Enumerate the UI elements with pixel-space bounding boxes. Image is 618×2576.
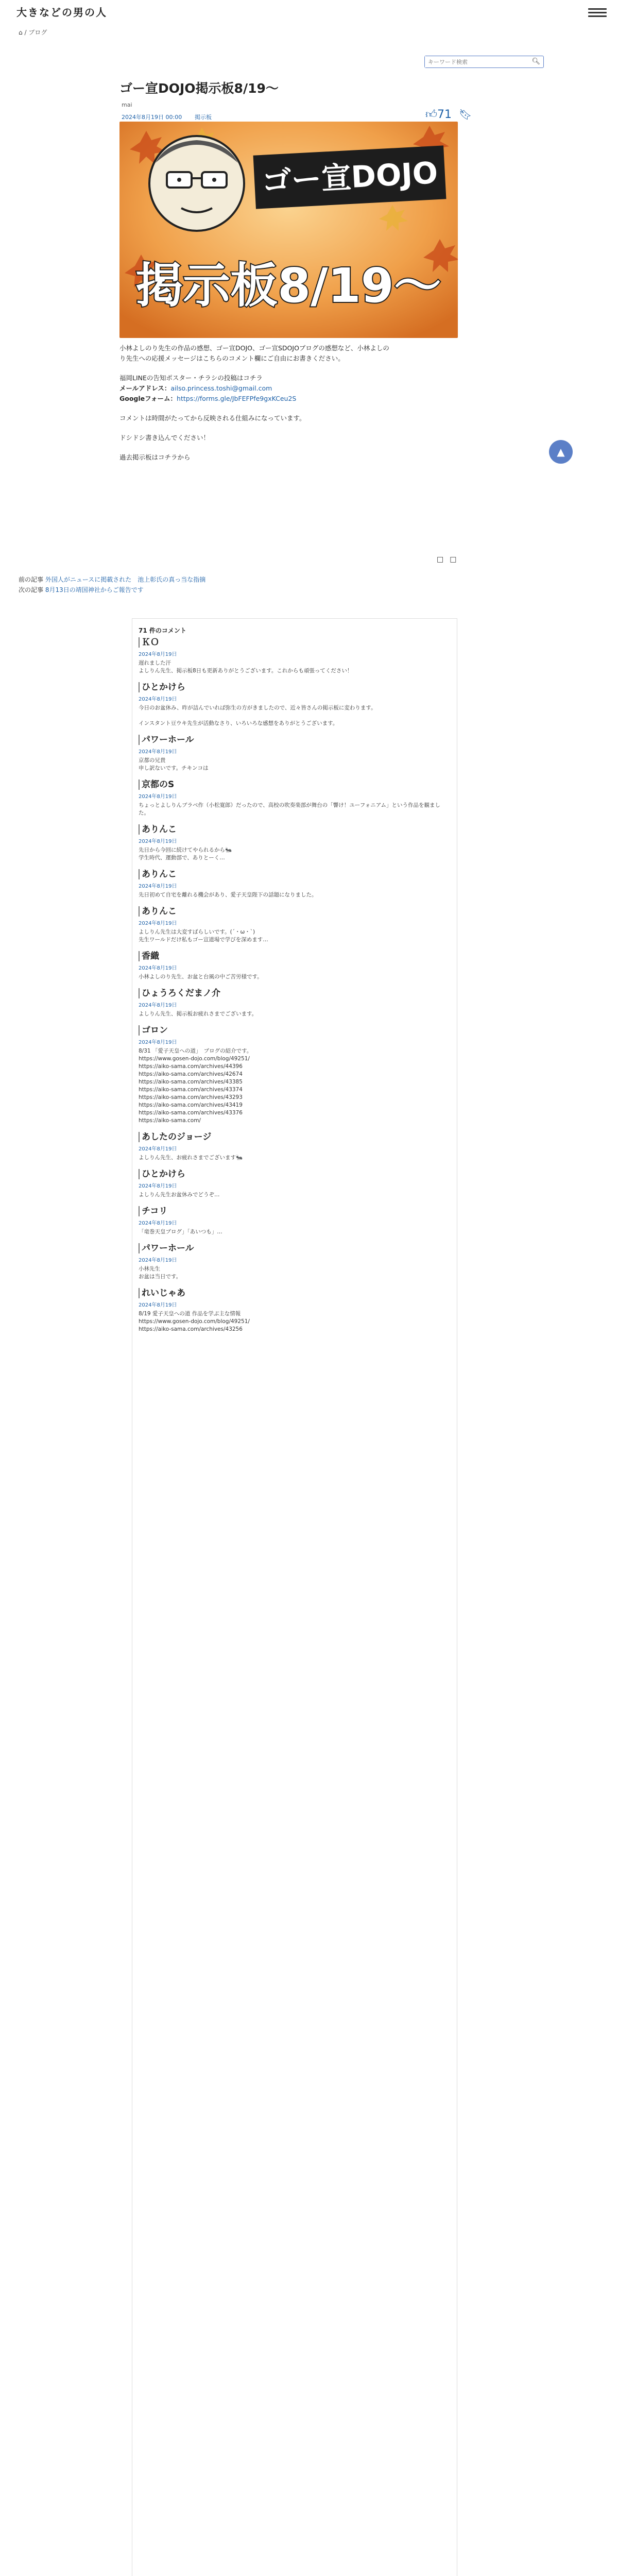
hero-image (119, 122, 458, 338)
breadcrumb (19, 28, 47, 37)
comment-author[interactable]: ひょうろくだまノ介 (139, 988, 450, 998)
comment-item (139, 779, 450, 817)
comment-date: 2024年8月19日 (139, 1183, 177, 1189)
comment-author[interactable]: ひとかけら (139, 1169, 450, 1179)
caricature-face (149, 136, 244, 231)
comment-item (139, 1206, 450, 1236)
mail-line (119, 383, 272, 393)
google-form-link[interactable]: https://forms.gle/JbFEFPfe9gxKCeu2S (177, 395, 297, 402)
comment-author[interactable]: ありんこ (139, 906, 450, 917)
comment-item (139, 1025, 450, 1125)
comment-date: 2024年8月19日 (139, 1302, 177, 1308)
mail-label: メールアドレス： (119, 384, 171, 392)
comment-list (139, 637, 450, 1341)
comment-author[interactable]: チコリ (139, 1206, 450, 1216)
comment-date: 2024年8月19日 (139, 1221, 177, 1226)
comment-date: 2024年8月19日 (139, 1146, 177, 1152)
comment-body: 8/31 「愛子天皇への道」 ブログの紹介です。 https://www.gosen-dojo.com/blog/49251/ https://aiko-sama.com/archives/44396 https://aiko-sama.com/archives/42674 https://aiko-sama.com/archives/43385 https://aiko-sama.com/archives/43374 https://aiko-sama.com/archives/43293 https://aiko-sama.com/archives/43419 https://aiko-sama.com/archives/43376 https://aiko-sama.com/ (139, 1048, 252, 1124)
comment-author[interactable]: ありんこ (139, 869, 450, 879)
form-label: Googleフォーム： (119, 395, 177, 402)
post-date: 2024年8月19日 00:00 (122, 114, 182, 121)
like-count: 71 (437, 108, 452, 121)
body-line: ドシドシ書き込んでください！ (119, 434, 210, 442)
arrow-up-icon: ▲ (557, 446, 565, 458)
comment-author[interactable]: れいじゃあ (139, 1288, 450, 1298)
comment-date: 2024年8月19日 (139, 749, 177, 755)
comment-date: 2024年8月19日 (139, 794, 177, 800)
mail-link[interactable]: ailso.princess.toshi@gmail.com (170, 384, 272, 392)
comment-author[interactable]: 香織 (139, 951, 450, 961)
body-line: り先生への応援メッセージはこちらのコメント欄にご自由にお書きください。 (119, 354, 345, 362)
scroll-to-top-button[interactable] (549, 440, 573, 464)
comments-section (132, 618, 457, 2576)
comment-author[interactable]: パワーホール (139, 1243, 450, 1253)
comment-item (139, 988, 450, 1018)
share-icon[interactable]: □ (437, 555, 450, 564)
comment-item (139, 906, 450, 944)
breadcrumb-current[interactable]: ブログ (28, 29, 47, 36)
body-line: 福岡LINEの告知ポスター・チラシの投稿はコチラ (119, 374, 263, 382)
comment-body: 先日から今回に続けてやられるから🐜 学生時代、運動部で、ありとーく… (139, 847, 232, 861)
comment-item (139, 1132, 450, 1162)
comment-item (139, 951, 450, 981)
post-category[interactable]: 掲示板 (195, 114, 212, 121)
comment-date: 2024年8月19日 (139, 839, 177, 844)
comment-date: 2024年8月19日 (139, 1258, 177, 1263)
comment-author[interactable]: ありんこ (139, 824, 450, 835)
next-post-title[interactable]: 8月13日の靖国神社からご報告です (45, 586, 144, 594)
bookmark-icon[interactable]: 🔖︎ (459, 108, 472, 121)
comment-body: よしりん先生、お疲れさまでございます🐜 (139, 1155, 243, 1161)
search-icon[interactable]: 🔍︎ (531, 58, 540, 65)
hero-big-text: 掲示板8/19〜 (135, 258, 441, 313)
comment-item (139, 682, 450, 727)
comment-author[interactable]: あしたのジョージ (139, 1132, 450, 1142)
post-author: mai (122, 101, 132, 108)
comment-item (139, 1288, 450, 1333)
comment-date: 2024年8月19日 (139, 1040, 177, 1045)
comments-count: 71 件のコメント (139, 627, 186, 634)
comment-body: よしりん先生お盆休みでどうぞ… (139, 1192, 220, 1198)
prev-label: 前の記事 (19, 576, 44, 583)
hamburger-menu-icon[interactable] (588, 6, 607, 21)
comment-author[interactable]: ゴロン (139, 1025, 450, 1036)
comment-item (139, 637, 450, 675)
comment-date: 2024年8月19日 (139, 652, 177, 657)
breadcrumb-separator: / (24, 29, 27, 36)
like-block[interactable] (425, 107, 472, 121)
home-icon[interactable]: ⌂ (19, 29, 23, 36)
comment-item (139, 1243, 450, 1281)
post-title: ゴー宣DOJO掲示板8/19〜 (119, 81, 279, 96)
comment-body: 今日のお盆休み、昨が詰んでいれば弥生の方がきましたので、近々皆さんの掲示板に変わります。 インスタント豆ウキ先生が活動なさり、いろいろな感想をありがとうございます。 (139, 705, 376, 726)
search-field[interactable] (424, 56, 544, 68)
next-post-link (19, 585, 144, 594)
comment-body: 小林先生 お盆は当日です。 (139, 1266, 182, 1280)
comment-body: よしりん先生は大変すばらしいです。(´・ω・`) 先生ワールドだけ私もゴー宣道場で学びを深めます… (139, 929, 268, 943)
search-input[interactable] (425, 56, 528, 67)
next-label: 次の記事 (19, 586, 44, 594)
prev-post-link (19, 575, 205, 584)
hero-banner-text: ゴー宣DOJO (261, 155, 439, 199)
comment-body: 先日初めて自宅を離れる機会があり、愛子天皇陛下の話題になりました。 (139, 892, 317, 898)
site-logo[interactable]: 大きなどの男の人 (16, 6, 107, 19)
comment-item (139, 1169, 450, 1199)
comment-author[interactable]: ひとかけら (139, 682, 450, 692)
comment-body: 遅れました汗 よしりん先生、掲示板8日も更新ありがとうございます。これからも頑張ってください！ (139, 660, 353, 674)
comment-item (139, 735, 450, 772)
thumbs-up-icon[interactable]: 👍︎ (425, 108, 437, 121)
body-line: コメントは時間がたってから反映される仕組みになっています。 (119, 414, 306, 422)
comment-date: 2024年8月19日 (139, 965, 177, 971)
comment-date: 2024年8月19日 (139, 1003, 177, 1008)
comment-body: 京都の兄貴 申し訳ないです。チキンコは (139, 757, 209, 771)
prev-post-title[interactable]: 外国人がニュースに掲載された 池上彰氏の真っ当な指摘 (45, 576, 206, 583)
archive-link[interactable]: 過去掲示板はコチラから (119, 453, 191, 461)
comment-item (139, 869, 450, 899)
comment-date: 2024年8月19日 (139, 884, 177, 889)
comment-author[interactable]: ＫＯ (139, 637, 450, 648)
comment-body: 「竜巻天皇ブログ」「あいつも」… (139, 1229, 222, 1235)
body-line: 小林よしのり先生の作品の感想、ゴー宣DOJO、ゴー宣SDOJOブログの感想など、小林よしの (119, 344, 389, 352)
comment-body: 小林よしのり先生、お盆と台風の中ご苦労様です。 (139, 974, 263, 980)
comment-body: 8/19 愛子天皇への道 作品を学ぶ主な情報 https://www.gosen-dojo.com/blog/49251/ https://aiko-sama.com/archives/43256 (139, 1311, 250, 1332)
comment-body: ちょっとよしりんブラベ作（小松寛郎）だったので、高校の吹奏楽部が舞台の「響け！ユーフォニアム」という作品を観ました。 (139, 802, 441, 816)
form-line (119, 394, 296, 403)
comment-item (139, 824, 450, 862)
share-icon[interactable]: □ (450, 555, 463, 564)
comment-body: よしりん先生、掲示板お疲れさまでございます。 (139, 1011, 258, 1017)
comment-author[interactable]: パワーホール (139, 735, 450, 745)
comment-date: 2024年8月19日 (139, 697, 177, 702)
share-row (437, 555, 462, 564)
comment-date: 2024年8月19日 (139, 921, 177, 926)
comment-author[interactable]: 京都のS (139, 779, 450, 790)
